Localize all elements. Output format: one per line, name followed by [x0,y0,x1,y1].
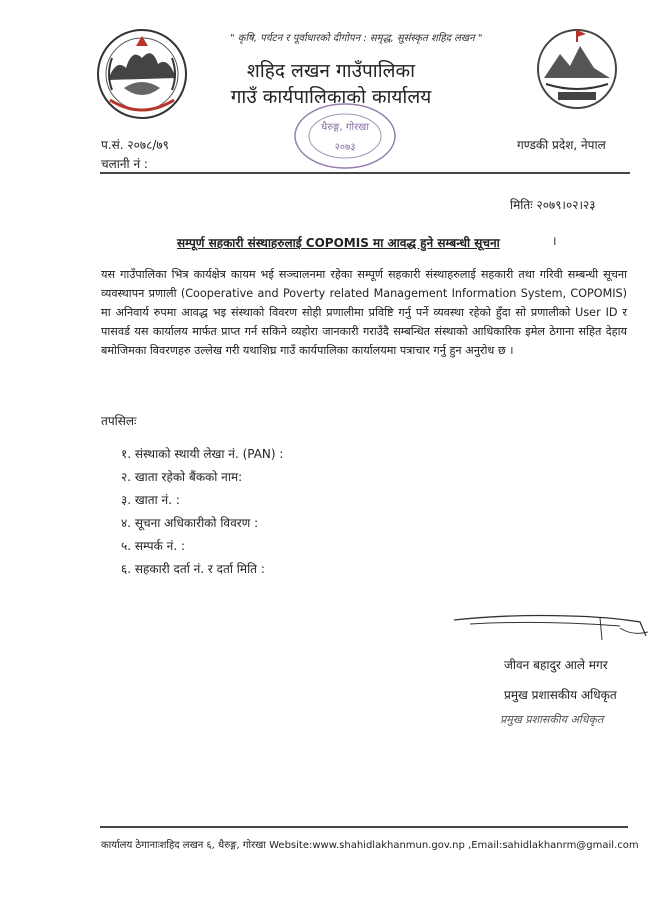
municipality-name: शहिद लखन गाउँपालिका [246,60,416,82]
handwritten-signature-icon [450,606,655,646]
detail-item-account: ३. खाता नं. : [121,493,180,507]
footer-divider [100,826,628,828]
detail-item-registration: ६. सहकारी दर्ता नं. र दर्ता मिति : [121,562,265,576]
province-name: गण्डकी प्रदेश, नेपाल [517,138,606,152]
signatory-stamp: प्रमुख प्रशासकीय अधिकृत [500,713,604,726]
letter-date: मितिः २०७९।०२।२३ [510,198,596,212]
detail-item-bank: २. खाता रहेको बैंकको नाम: [121,470,243,484]
signatory-name: जीवन बहादुर आले मगर [504,658,608,672]
reference-number: प.सं. २०७८/७९ [101,138,169,152]
municipality-logo-icon [536,28,618,110]
svg-text:२०७३: २०७३ [334,142,356,153]
detail-item-contact: ५. सम्पर्क नं. : [121,539,185,553]
svg-text:धैरुङ्ग, गोरखा: धैरुङ्ग, गोरखा [321,122,369,133]
detail-item-info-officer: ४. सूचना अधिकारीको विवरण : [121,516,259,530]
subject-end-mark: । [552,234,557,248]
footer-address: कार्यालय ठेगानाःशहिद लखन ६, धैरुङ्ग, गोरखा Website:www.shahidlakhanmun.gov.np ,Email:sahidlakhanrm@gmail.com [101,840,639,851]
letter-body: यस गाउँपालिका भित्र कार्यक्षेत्र कायम भई सञ्चालनमा रहेका सम्पूर्ण सहकारी संस्थाहरुलाई सहकारी तथा गरिवी सम्बन्धी सूचना व्यवस्थापन प्रणाली (Cooperative and Poverty related Management Information System, COPOMIS) मा अनिवार्य रुपमा आवद्ध भइ संस्थाको विवरण सोही प्रणालीमा प्रविष्टि गर्नु पर्ने व्यवस्था रहेको हुँदा सो प्रणालीको User ID र पासवर्ड यस कार्यालय मार्फत प्राप्त गर्न सकिने व्यहोरा जानकारी गराउँदै सम्बन्धित संस्थाको आधिकारिक इमेल ठेगाना सहित देहाय बमोजिमका विवरणहरु उल्लेख गरी यथाशिघ्र गाउँ कार्यपालिका कार्यालयमा पत्राचार गर्नु हुन अनुरोध छ । [101,268,627,357]
signatory-title: प्रमुख प्रशासकीय अधिकृत [504,688,617,702]
letter-subject: सम्पूर्ण सहकारी संस्थाहरुलाई COPOMIS मा आवद्ध हुने सम्बन्धी सूचना [177,236,500,250]
header-divider [100,172,630,174]
office-name: गाउँ कार्यपालिकाको कार्यालय [230,86,432,108]
detail-item-pan: १. संस्थाको स्थायी लेखा नं. (PAN) : [121,447,284,461]
dispatch-number: चलानी नं : [101,157,148,171]
office-stamp-icon [290,100,400,172]
letterhead-motto: " कृषि, पर्यटन र पूर्वाधारको दीगोपन : समृद्ध, सुसंस्कृत शहिद लखन " [230,33,483,44]
details-heading: तपसिलः [101,414,137,428]
